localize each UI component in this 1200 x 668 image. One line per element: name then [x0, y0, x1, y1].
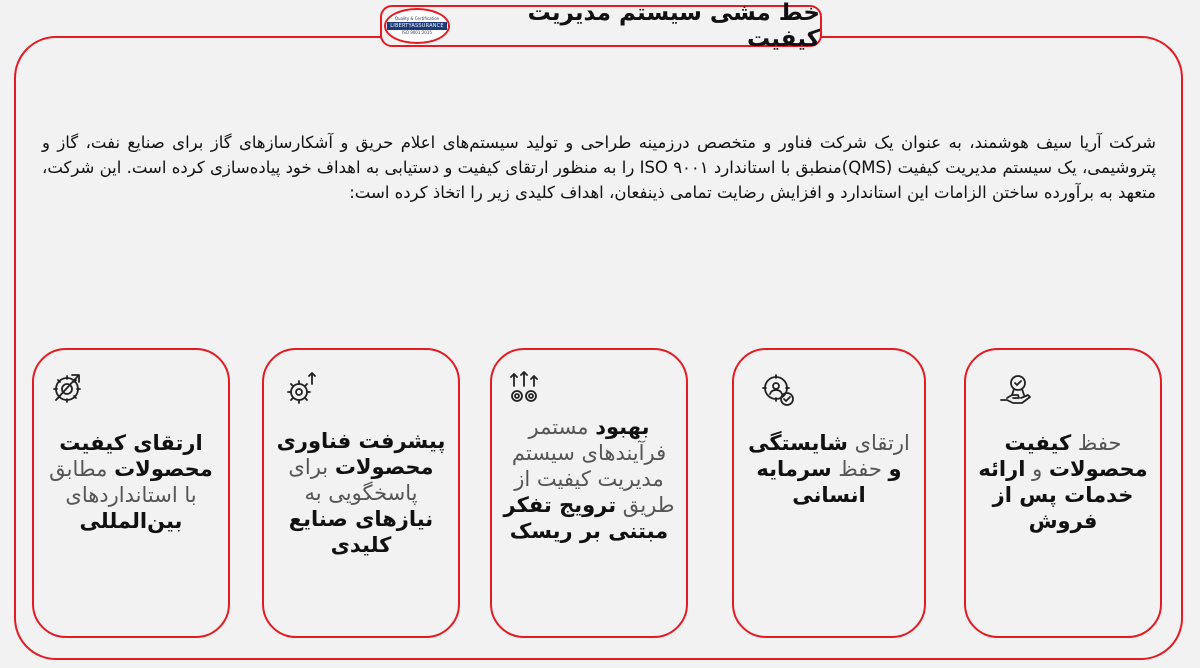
- gear-arrow-up-icon: [284, 370, 320, 406]
- objective-text: بهبود مستمر فرآیندهای سیستم مدیریت کیفیت از طریق ترویج تفکر مبتنی بر ریسک: [503, 415, 675, 543]
- objective-text: حفظ کیفیت محصولات و ارائه خدمات پس از فروش: [978, 431, 1148, 533]
- objective-card-technology: [262, 348, 460, 638]
- objective-card-quality-service: [964, 348, 1162, 638]
- objective-card-international-standards: [32, 348, 230, 638]
- objective-card-process-improvement: [490, 348, 688, 638]
- quality-hand-badge-icon: [998, 372, 1034, 408]
- objective-card-human-capital: [732, 348, 926, 638]
- people-gear-check-icon: [760, 372, 796, 408]
- page-title: خط مشی سیستم مدیریت کیفیت: [527, 0, 820, 52]
- objective-text: پیشرفت فناوری محصولات برای پاسخگویی به نیازهای صنایع کلیدی: [276, 429, 446, 557]
- gear-arrow-circle-icon: [50, 370, 86, 406]
- intro-paragraph: شرکت آریا سیف هوشمند، به عنوان یک شرکت فناور و متخصص درزمینه طراحی و تولید سیستم‌های اعلام حریق و آشکارسازهای گاز برای صنایع نفت، گاز و پتروشیمی، یک سیستم مدیریت کیفیت (QMS)منطبق با استاندارد ISO ۹۰۰۱ را به منظور ارتقای کیفیت و دستیابی به اهداف خود پیاده‌سازی کرده است. این شرکت، متعهد به برآورده ساختن الزامات این استاندارد و افزایش رضایت تمامی ذینفعان، اهداف کلیدی زیر را اتخاذ کرده است:: [42, 133, 1157, 202]
- gears-arrows-up-icon: [506, 370, 542, 406]
- objective-text: ارتقای کیفیت محصولات مطابق با استانداردهای بین‌المللی: [49, 431, 213, 533]
- iso-certification-logo: Quality & Certification LIBERTYASSURANCE ISO 9001:2015: [384, 8, 450, 44]
- objective-text: ارتقای شایستگی و حفظ سرمایه انسانی: [748, 431, 910, 507]
